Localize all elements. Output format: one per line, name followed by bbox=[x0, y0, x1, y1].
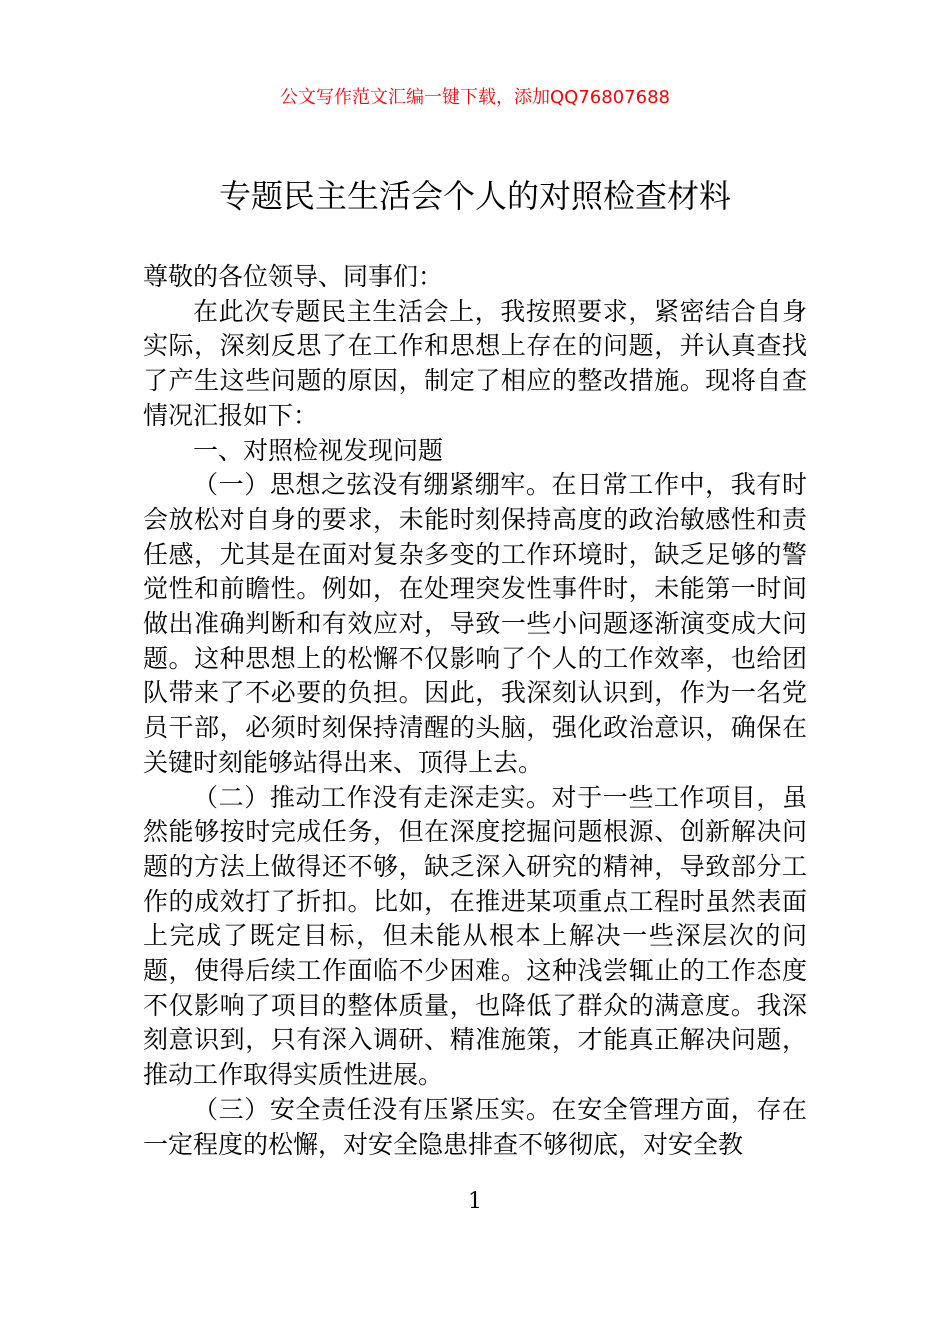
page-number: 1 bbox=[468, 1189, 482, 1214]
intro-paragraph: 在此次专题民主生活会上，我按照要求，紧密结合自身实际，深刻反思了在工作和思想上存在的问题，并认真查找了产生这些问题的原因，制定了相应的整改措施。现将自查情况汇报如下： bbox=[143, 296, 807, 430]
document-title: 专题民主生活会个人的对照检查材料 bbox=[218, 177, 731, 215]
body-paragraph: （三）安全责任没有压紧压实。在安全管理方面，存在一定程度的松懈，对安全隐患排查不够彻底，对安全教 bbox=[143, 1094, 807, 1159]
section-heading: 一、对照检视发现问题 bbox=[193, 435, 444, 465]
body-paragraph: （一）思想之弦没有绷紧绷牢。在日常工作中，我有时会放松对自身的要求，未能时刻保持高度的政治敏感性和责任感，尤其是在面对复杂多变的工作环境时，缺乏足够的警觉性和前瞻性。例如，在处理突发性事件时，未能第一时间做出准确判断和有效应对，导致一些小问题逐渐演变成大问题。这种思想上的松懈不仅影响了个人的工作效率，也给团队带来了不必要的负担。因此，我深刻认识到，作为一名党员干部，必须时刻保持清醒的头脑，强化政治意识，确保在关键时刻能够站得出来、顶得上去。 bbox=[143, 470, 807, 777]
download-notice: 公文写作范文汇编一键下载，添加QQ76807688 bbox=[280, 87, 670, 108]
body-paragraph: （二）推动工作没有走深走实。对于一些工作项目，虽然能够按时完成任务，但在深度挖掘问题根源、创新解决问题的方法上做得还不够，缺乏深入研究的精神，导致部分工作的成效打了折扣。比如，在推进某项重点工程时虽然表面上完成了既定目标，但未能从根本上解决一些深层次的问题，使得后续工作面临不少困难。这种浅尝辄止的工作态度不仅影响了项目的整体质量，也降低了群众的满意度。我深刻意识到，只有深入调研、精准施策，才能真正解决问题，推动工作取得实质性进展。 bbox=[143, 782, 807, 1090]
document-body bbox=[143, 260, 807, 1162]
salutation: 尊敬的各位领导、同事们： bbox=[143, 262, 444, 291]
